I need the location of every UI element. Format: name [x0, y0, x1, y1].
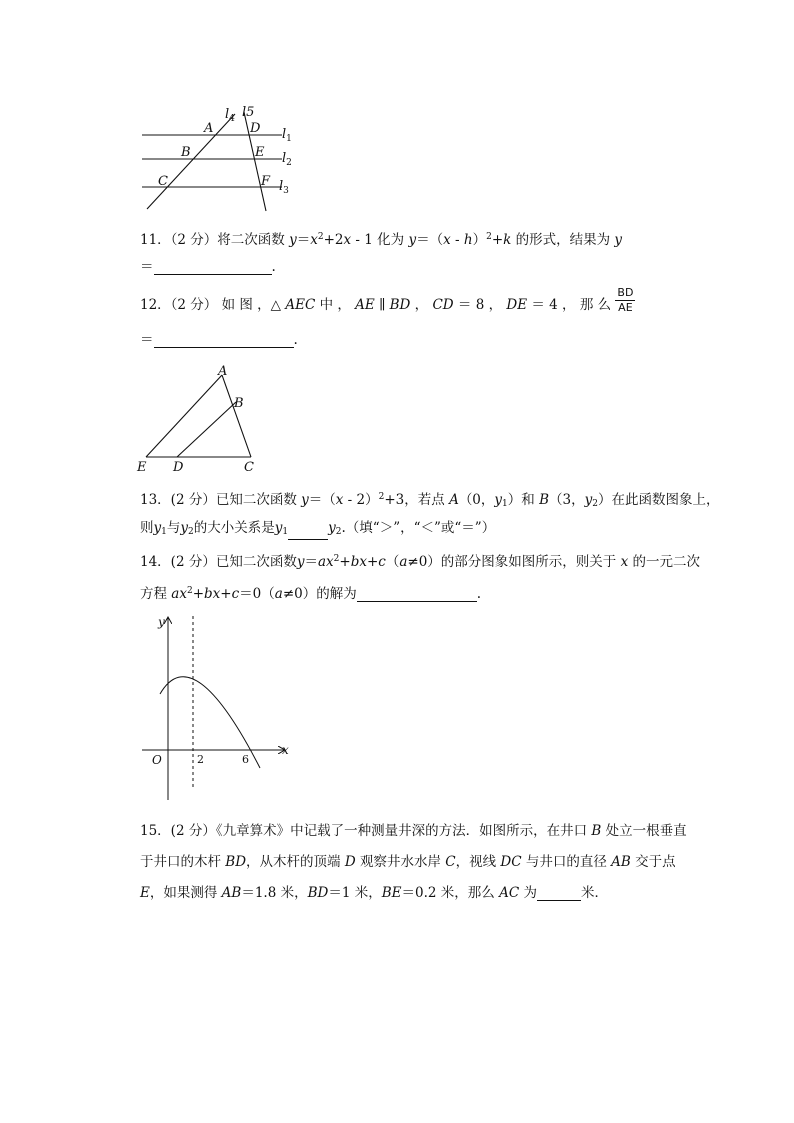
question-14: 14．(2 分）已知二次函数$y=ax^2+bx+c(a\ne 0)$的部分图象如图所示，则关于 x 的一元二次	[140, 554, 701, 570]
label-E: E	[255, 145, 265, 160]
label-B: B	[181, 145, 191, 160]
answer-blank-11[interactable]	[154, 260, 272, 275]
answer-blank-15[interactable]	[537, 886, 581, 901]
question-14-line-2: 方程 $ax^2+bx+c=0(a\ne 0)$的解为 .	[140, 586, 482, 602]
parabola-figure	[140, 612, 300, 806]
question-12-answer-line: ＝ .	[140, 332, 298, 348]
question-15-line-2: 于井口的木杆 BD，从木杆的顶端 D 观察井水水岸 C，视线 DC 与井口的直径 AB 交于点	[140, 854, 676, 870]
label-x: x	[282, 743, 289, 757]
answer-blank-13[interactable]	[288, 525, 328, 540]
label-A: A	[218, 364, 228, 379]
parallel-lines-figure	[130, 98, 310, 218]
question-15: 15．(2 分）《九章算术》中记载了一种测量井深的方法．如图所示，在井口 B 处立一根垂直	[140, 823, 687, 839]
label-origin: O	[152, 753, 162, 767]
label-l5: l5	[242, 105, 255, 120]
triangle-figure	[130, 362, 270, 474]
answer-blank-12[interactable]	[154, 333, 294, 348]
label-C: C	[158, 174, 168, 189]
label-y: y	[158, 615, 165, 629]
segment-EA	[146, 375, 222, 457]
label-l1: $l_1$	[282, 127, 292, 144]
question-13-line-2: 则$y_1$与$y_2$的大小关系是$y_1$ $y_2$.（填“＞”，“＜”或“＝”）	[140, 520, 495, 540]
label-F: F	[261, 174, 271, 189]
tick-6: 6	[242, 753, 249, 766]
label-D: D	[173, 460, 184, 474]
answer-blank-14[interactable]	[357, 587, 477, 602]
label-E: E	[137, 460, 147, 474]
segment-DB	[177, 402, 236, 457]
question-11-answer-line: ＝ .	[140, 259, 276, 275]
question-13: 13．(2 分）已知二次函数 y＝（x - 2）$^2$+3，若点 A（0，$y_1$）和 B（3，$y_2$）在此函数图象上，	[140, 492, 720, 509]
label-l2: $l_2$	[282, 151, 292, 168]
question-12: 12．（2 分） 如 图 ，△ AEC 中 ， AE ∥ BD ， CD ＝ 8 ， DE ＝ 4 ， 那 么 $\frac{BD}{AE}$	[140, 286, 634, 314]
segment-AC	[222, 375, 251, 457]
label-A: A	[204, 121, 214, 136]
question-11: 11．（2 分）将二次函数 $y=x^2+2x - 1$ 化为 y＝（x - h）$^2$+k 的形式，结果为 y	[140, 232, 623, 248]
question-15-line-3: E，如果测得 AB＝1.8 米，BD＝1 米，BE＝0.2 米，那么 AC 为 米．	[140, 885, 608, 901]
label-l3: $l_3$	[279, 179, 289, 196]
tick-2: 2	[197, 753, 204, 766]
label-l4: $l_4$	[225, 107, 235, 124]
label-C: C	[244, 460, 254, 474]
label-D: D	[250, 121, 261, 136]
fraction-bd-ae: $\frac{BD}{AE}$	[617, 286, 634, 314]
line-l4	[147, 114, 235, 209]
label-B: B	[234, 396, 244, 411]
